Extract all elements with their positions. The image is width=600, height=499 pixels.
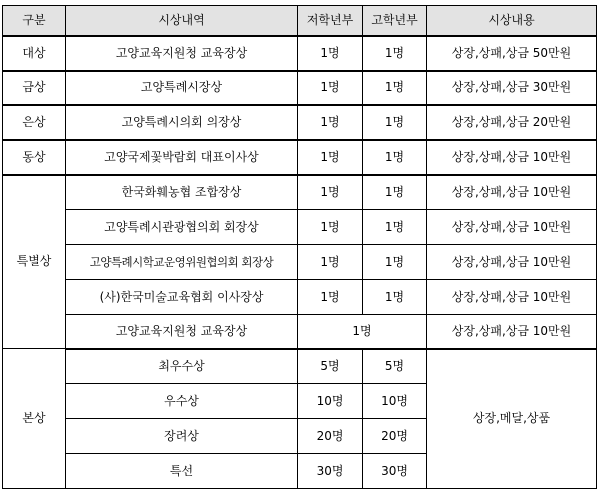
detail-cell: 고양특례시의회 의장상 <box>66 105 298 140</box>
detail-cell: 고양교육지원청 교육장상 <box>66 315 298 349</box>
upper-count-cell: 1명 <box>363 71 427 105</box>
lower-count-cell: 5명 <box>298 349 363 384</box>
prize-cell: 상장,상패,상금 10만원 <box>427 175 597 210</box>
table-row <box>3 140 597 175</box>
prize-cell: 상장,상패,상금 10만원 <box>427 280 597 315</box>
header-row <box>3 6 597 36</box>
upper-count-cell: 20명 <box>363 419 427 454</box>
upper-count-cell: 1명 <box>363 175 427 210</box>
header-category: 구분 <box>3 6 66 36</box>
special-category-cell: 특별상 <box>3 175 66 349</box>
lower-count-cell: 1명 <box>298 105 363 140</box>
prize-cell: 상장,상패,상금 10만원 <box>427 315 597 349</box>
lower-count-cell: 1명 <box>298 210 363 245</box>
upper-count-cell: 1명 <box>363 210 427 245</box>
detail-cell: 우수상 <box>66 384 298 419</box>
prize-cell: 상장,상패,상금 10만원 <box>427 210 597 245</box>
detail-cell: 최우수상 <box>66 349 298 384</box>
table-row <box>3 280 597 315</box>
main-prize-cell: 상장,메달,상품 <box>427 349 597 489</box>
upper-count-cell: 10명 <box>363 384 427 419</box>
upper-count-cell: 1명 <box>363 140 427 175</box>
lower-count-cell: 10명 <box>298 384 363 419</box>
lower-count-cell: 1명 <box>298 36 363 71</box>
table-row <box>3 105 597 140</box>
detail-cell: 장려상 <box>66 419 298 454</box>
main-category-cell: 본상 <box>3 349 66 489</box>
award-table <box>2 5 597 489</box>
prize-cell: 상장,상패,상금 10만원 <box>427 245 597 280</box>
lower-count-cell: 30명 <box>298 454 363 489</box>
upper-count-cell: 5명 <box>363 349 427 384</box>
lower-count-cell: 1명 <box>298 245 363 280</box>
upper-count-cell: 1명 <box>363 105 427 140</box>
upper-count-cell: 1명 <box>363 245 427 280</box>
prize-cell: 상장,상패,상금 30만원 <box>427 71 597 105</box>
header-upper: 고학년부 <box>363 6 427 36</box>
header-detail: 시상내역 <box>66 6 298 36</box>
table-row <box>3 175 597 210</box>
prize-cell: 상장,상패,상금 10만원 <box>427 140 597 175</box>
detail-cell: (사)한국미술교육협회 이사장상 <box>66 280 298 315</box>
detail-cell: 고양교육지원청 교육장상 <box>66 36 298 71</box>
prize-cell: 상장,상패,상금 50만원 <box>427 36 597 71</box>
table-row <box>3 245 597 280</box>
lower-count-cell: 1명 <box>298 140 363 175</box>
category-cell: 대상 <box>3 36 66 71</box>
detail-cell: 특선 <box>66 454 298 489</box>
header-prize: 시상내용 <box>427 6 597 36</box>
lower-count-cell: 20명 <box>298 419 363 454</box>
upper-count-cell: 1명 <box>363 36 427 71</box>
detail-cell: 고양국제꽃박람회 대표이사상 <box>66 140 298 175</box>
upper-count-cell: 30명 <box>363 454 427 489</box>
table-row <box>3 71 597 105</box>
detail-cell: 한국화훼농협 조합장상 <box>66 175 298 210</box>
category-cell: 금상 <box>3 71 66 105</box>
combined-count-cell: 1명 <box>298 315 427 349</box>
category-cell: 동상 <box>3 140 66 175</box>
lower-count-cell: 1명 <box>298 280 363 315</box>
prize-cell: 상장,상패,상금 20만원 <box>427 105 597 140</box>
header-lower: 저학년부 <box>298 6 363 36</box>
detail-cell: 고양특례시학교운영위원협의회 회장상 <box>66 245 298 280</box>
detail-cell: 고양특례시장상 <box>66 71 298 105</box>
detail-cell: 고양특례시관광협의회 회장상 <box>66 210 298 245</box>
upper-count-cell: 1명 <box>363 280 427 315</box>
table-row <box>3 210 597 245</box>
table-row <box>3 349 597 384</box>
lower-count-cell: 1명 <box>298 71 363 105</box>
table-row <box>3 36 597 71</box>
table-row <box>3 315 597 349</box>
category-cell: 은상 <box>3 105 66 140</box>
lower-count-cell: 1명 <box>298 175 363 210</box>
